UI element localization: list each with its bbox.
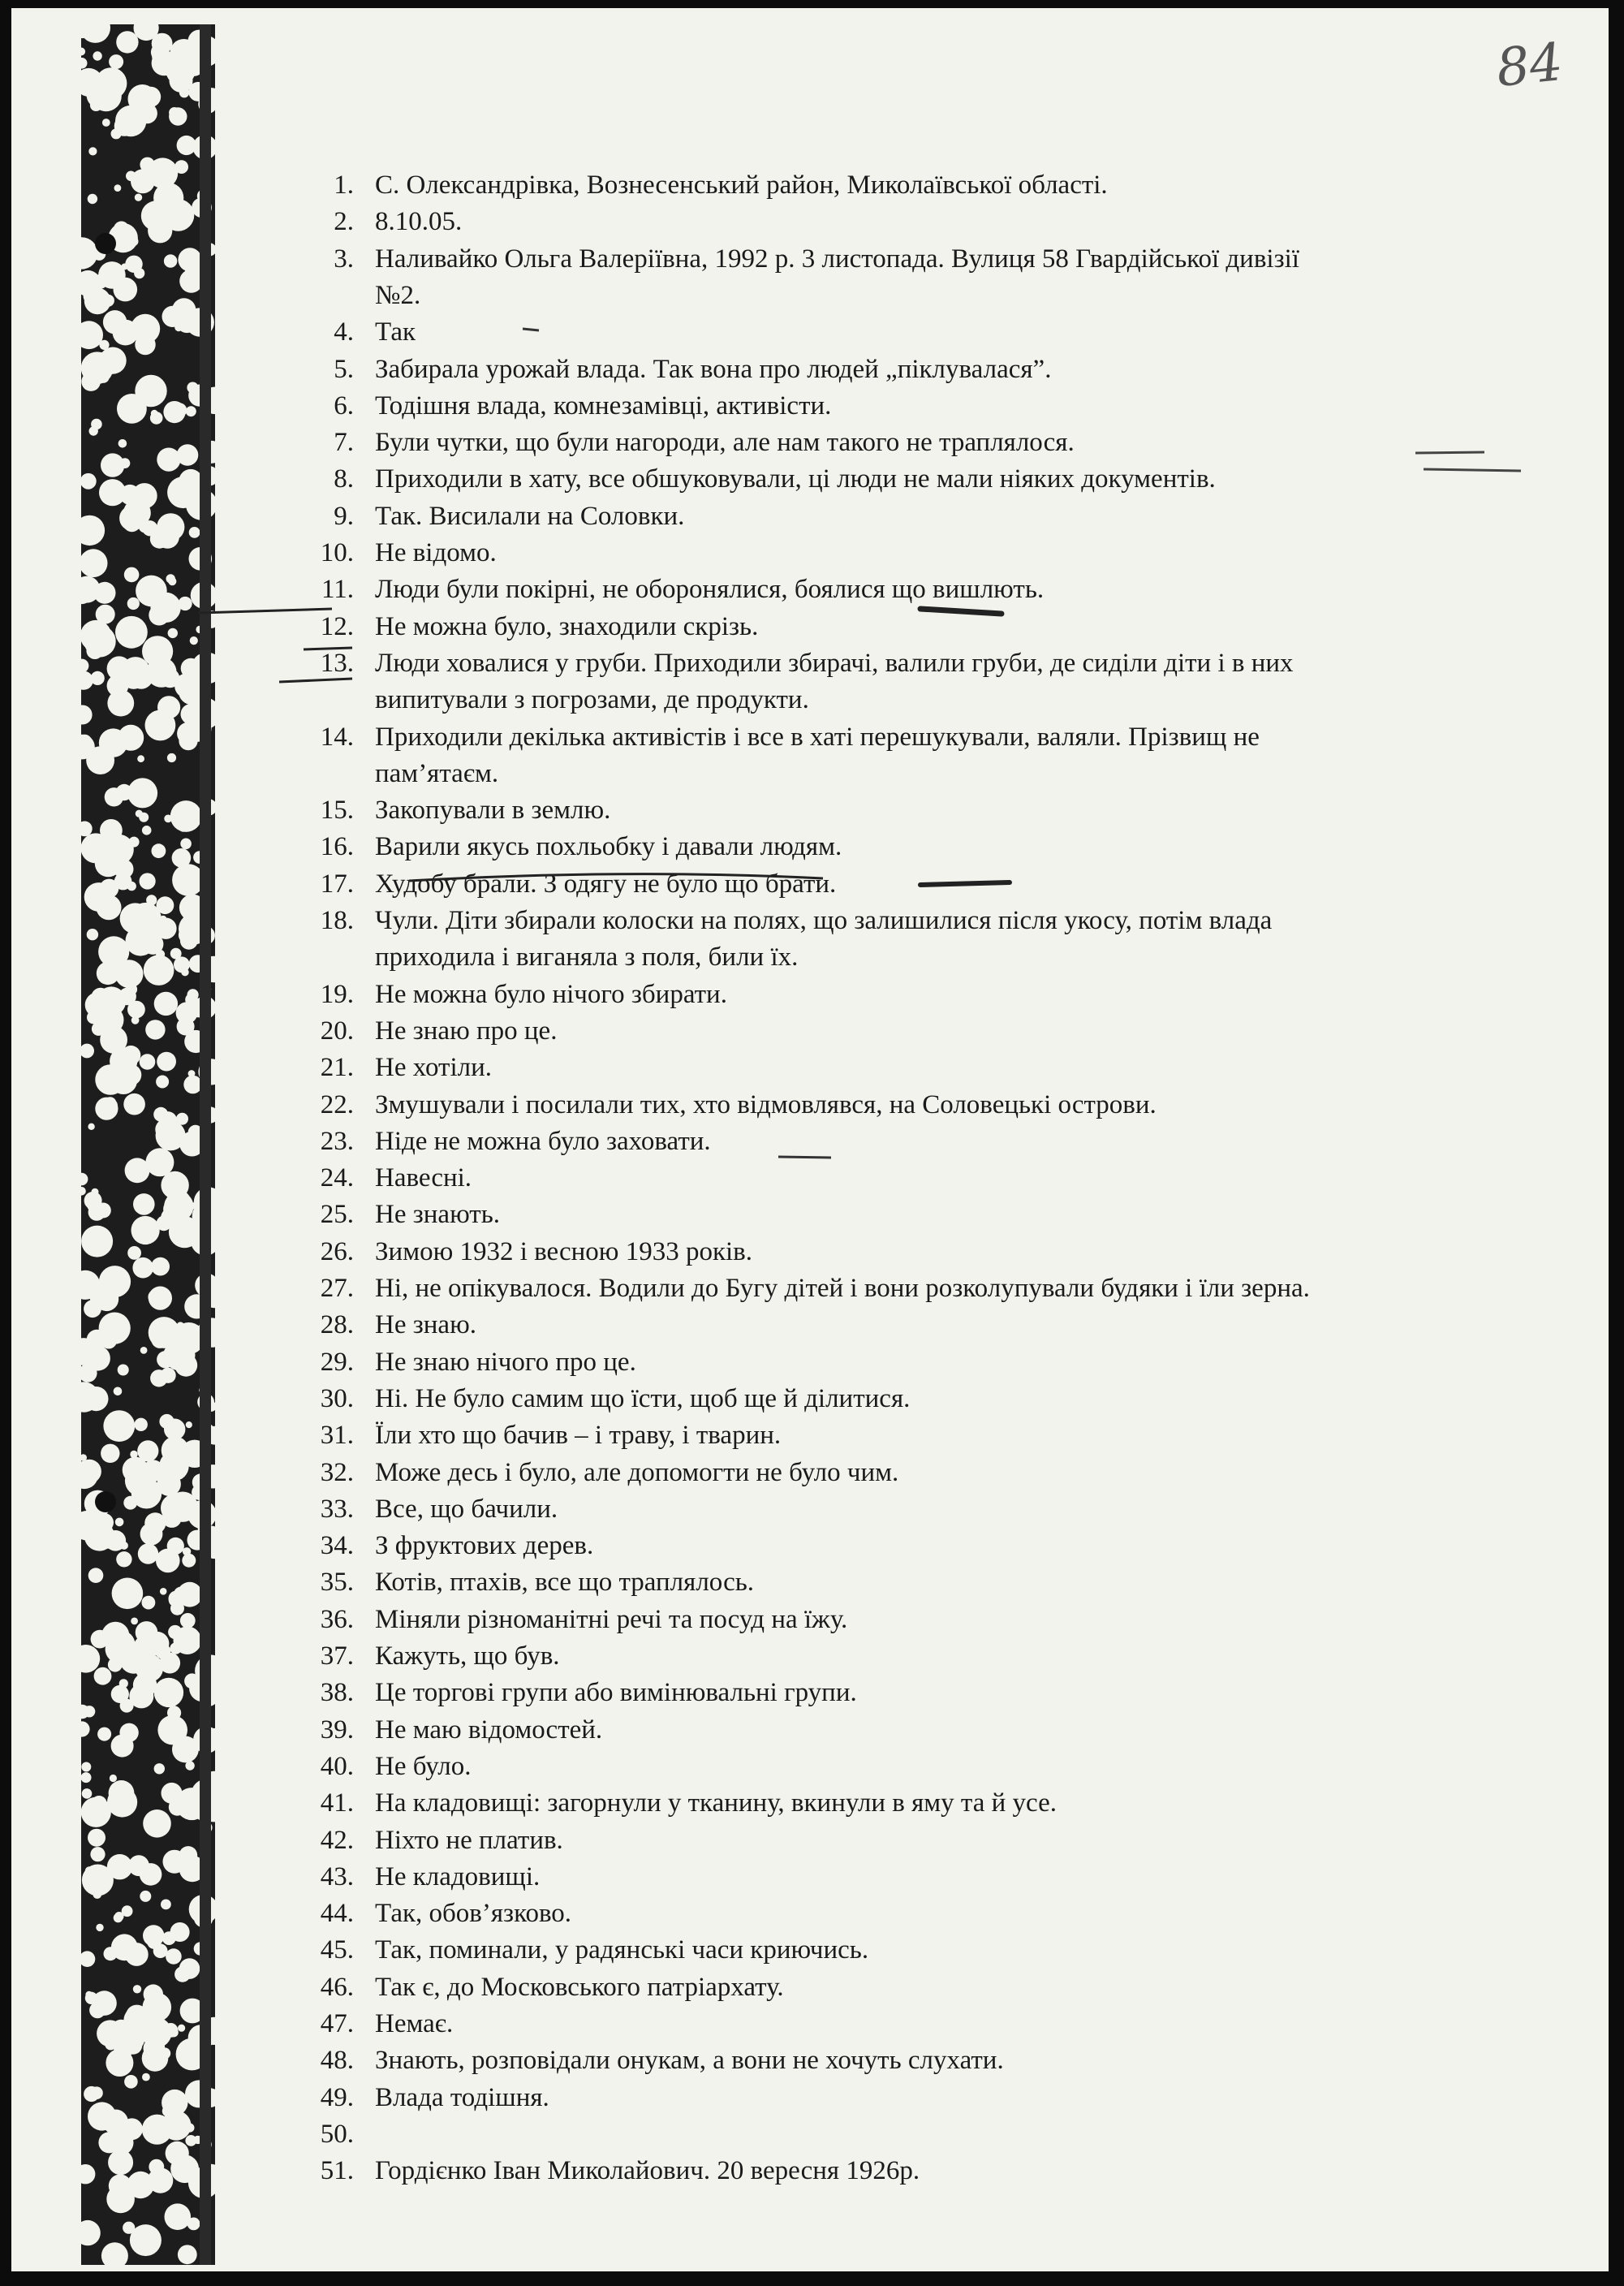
answer-number: 38. bbox=[320, 1678, 354, 1708]
answer-number: 10. bbox=[320, 538, 354, 567]
answer-text: Варили якусь похльобку і давали людям. bbox=[375, 832, 842, 862]
answer-number: 22. bbox=[320, 1089, 354, 1119]
answer-number: 28. bbox=[320, 1310, 354, 1340]
answer-text: Не кладовищі. bbox=[375, 1861, 541, 1891]
answer-number: 23. bbox=[320, 1126, 354, 1156]
answer-text: Їли хто що бачив – і траву, і тварин. bbox=[375, 1421, 782, 1451]
answer-text: Не маю відомостей. bbox=[375, 1714, 603, 1745]
answer-text: Приходили в хату, все обшуковували, ці люди не мали ніяких документів. bbox=[375, 464, 1216, 494]
answer-text: Зимою 1932 і весною 1933 років. bbox=[375, 1236, 752, 1266]
answer-text: С. Олександрівка, Вознесенський район, Миколаївської області. bbox=[375, 170, 1108, 200]
answer-text: Не хотіли. bbox=[375, 1053, 493, 1083]
answer-number: 47. bbox=[320, 2009, 354, 2038]
answer-number: 31. bbox=[320, 1421, 354, 1451]
answer-number: 32. bbox=[320, 1457, 354, 1487]
answer-text: 8.10.05. bbox=[375, 207, 463, 237]
answer-number: 26. bbox=[320, 1236, 354, 1266]
answer-number: 45. bbox=[320, 1935, 354, 1965]
answer-text: Люди ховалися у груби. Приходили збирачі, валили груби, де сиділи діти і в них bbox=[375, 648, 1294, 678]
answer-text: Забирала урожай влада. Так вона про людей „піклувалася”. bbox=[375, 354, 1052, 384]
answer-text: Не знаю про це. bbox=[375, 1016, 558, 1046]
answer-number: 9. bbox=[334, 501, 354, 531]
answer-number: 40. bbox=[320, 1751, 354, 1781]
answer-number: 8. bbox=[334, 464, 354, 494]
answer-number: 13. bbox=[320, 648, 354, 678]
answer-text: Так є, до Московського патріархату. bbox=[375, 1972, 784, 2002]
answer-text: Люди були покірні, не оборонялися, боялися що вишлють. bbox=[375, 575, 1045, 605]
answer-text: Котів, птахів, все що траплялось. bbox=[375, 1568, 755, 1598]
answer-number: 50. bbox=[320, 2119, 354, 2149]
answer-text: Не знаю нічого про це. bbox=[375, 1347, 636, 1377]
answer-number: 1. bbox=[334, 170, 354, 200]
answer-text: Приходили декілька активістів і все в хаті перешукували, валяли. Прізвищ не bbox=[375, 722, 1260, 752]
answer-text-continued: випитували з погрозами, де продукти. bbox=[375, 685, 809, 715]
answer-number: 21. bbox=[320, 1053, 354, 1083]
answer-number: 36. bbox=[320, 1604, 354, 1634]
answer-number: 41. bbox=[320, 1788, 354, 1818]
answer-text: Не відомо. bbox=[375, 538, 497, 567]
answer-number: 2. bbox=[334, 207, 354, 237]
answer-number: 44. bbox=[320, 1899, 354, 1929]
answer-number: 39. bbox=[320, 1714, 354, 1745]
answer-text: Так, поминали, у радянські часи криючись. bbox=[375, 1935, 869, 1965]
answer-number: 24. bbox=[320, 1163, 354, 1193]
document-page bbox=[11, 8, 1609, 2271]
answer-text: Тодішня влада, комнезамівці, активісти. bbox=[375, 390, 832, 421]
answer-number: 3. bbox=[334, 244, 354, 274]
answer-number: 18. bbox=[320, 906, 354, 935]
answer-number: 20. bbox=[320, 1016, 354, 1046]
answer-text: Гордієнко Іван Миколайович. 20 вересня 1926р. bbox=[375, 2156, 920, 2186]
handwritten-page-number: 84 bbox=[1493, 32, 1566, 100]
answer-number: 46. bbox=[320, 1972, 354, 2002]
answer-text: Були чутки, що були нагороди, але нам такого не траплялося. bbox=[375, 428, 1075, 458]
answer-number: 4. bbox=[334, 317, 354, 347]
answer-text: Ніде не можна було заховати. bbox=[375, 1126, 711, 1156]
answer-text: Так bbox=[375, 317, 416, 347]
answer-text: Так. Висилали на Соловки. bbox=[375, 501, 685, 531]
answer-text: Наливайко Ольга Валеріївна, 1992 р. 3 листопада. Вулиця 58 Гвардійської дивізії bbox=[375, 244, 1299, 274]
answer-text: Не можна було, знаходили скрізь. bbox=[375, 611, 759, 641]
answer-number: 16. bbox=[320, 832, 354, 862]
answer-text: Ні. Не було самим що їсти, щоб ще й ділитися. bbox=[375, 1383, 911, 1413]
answer-number: 7. bbox=[334, 428, 354, 458]
answer-text: Змушували і посилали тих, хто відмовлявся, на Соловецькі острови. bbox=[375, 1089, 1157, 1119]
answer-number: 19. bbox=[320, 979, 354, 1009]
answer-number: 30. bbox=[320, 1383, 354, 1413]
answer-number: 12. bbox=[320, 611, 354, 641]
answer-text: Так, обов’язково. bbox=[375, 1899, 572, 1929]
answer-number: 27. bbox=[320, 1274, 354, 1303]
answer-text: Не знаю. bbox=[375, 1310, 476, 1340]
answer-text-continued: №2. bbox=[375, 280, 421, 310]
answer-text: Не було. bbox=[375, 1751, 472, 1781]
answer-text: З фруктових дерев. bbox=[375, 1531, 594, 1561]
answer-text: Кажуть, що був. bbox=[375, 1641, 560, 1671]
answer-number: 35. bbox=[320, 1568, 354, 1598]
answer-text: Міняли різноманітні речі та посуд на їжу. bbox=[375, 1604, 848, 1634]
answer-text: Знають, розповідали онукам, а вони не хочуть слухати. bbox=[375, 2046, 1004, 2076]
answer-number: 17. bbox=[320, 869, 354, 899]
answer-number: 25. bbox=[320, 1200, 354, 1230]
answer-number: 14. bbox=[320, 722, 354, 752]
answer-text: Немає. bbox=[375, 2009, 454, 2038]
answer-number: 33. bbox=[320, 1494, 354, 1524]
answer-number: 43. bbox=[320, 1861, 354, 1891]
answer-text: Може десь і було, але допомогти не було чим. bbox=[375, 1457, 899, 1487]
answer-number: 6. bbox=[334, 390, 354, 421]
answer-number: 49. bbox=[320, 2082, 354, 2112]
answer-text: Навесні. bbox=[375, 1163, 472, 1193]
pen-marks bbox=[11, 8, 1609, 2271]
answer-text: Ні, не опікувалося. Водили до Бугу дітей і вони розколупували будяки і їли зерна. bbox=[375, 1274, 1310, 1303]
answer-text: Закопували в землю. bbox=[375, 796, 611, 826]
answer-number: 29. bbox=[320, 1347, 354, 1377]
answer-number: 15. bbox=[320, 796, 354, 826]
answer-text: Не можна було нічого збирати. bbox=[375, 979, 727, 1009]
answer-text: Влада тодішня. bbox=[375, 2082, 549, 2112]
answer-number: 37. bbox=[320, 1641, 354, 1671]
answer-text: Все, що бачили. bbox=[375, 1494, 558, 1524]
answer-number: 5. bbox=[334, 354, 354, 384]
answer-number: 48. bbox=[320, 2046, 354, 2076]
answer-text-continued: пам’ятаєм. bbox=[375, 758, 499, 788]
answer-number: 11. bbox=[321, 575, 354, 605]
answer-text: На кладовищі: загорнули у тканину, вкинули в яму та й усе. bbox=[375, 1788, 1058, 1818]
answer-number: 42. bbox=[320, 1825, 354, 1855]
answer-number: 34. bbox=[320, 1531, 354, 1561]
answer-text: Худобу брали. З одягу не було що брати. bbox=[375, 869, 837, 899]
answer-text: Не знають. bbox=[375, 1200, 501, 1230]
answer-text-continued: приходила і виганяла з поля, били їх. bbox=[375, 942, 799, 973]
answer-text: Ніхто не платив. bbox=[375, 1825, 563, 1855]
answer-number: 51. bbox=[320, 2156, 354, 2186]
answer-text: Це торгові групи або вимінювальні групи. bbox=[375, 1678, 857, 1708]
answer-text: Чули. Діти збирали колоски на полях, що залишилися після укосу, потім влада bbox=[375, 906, 1273, 935]
